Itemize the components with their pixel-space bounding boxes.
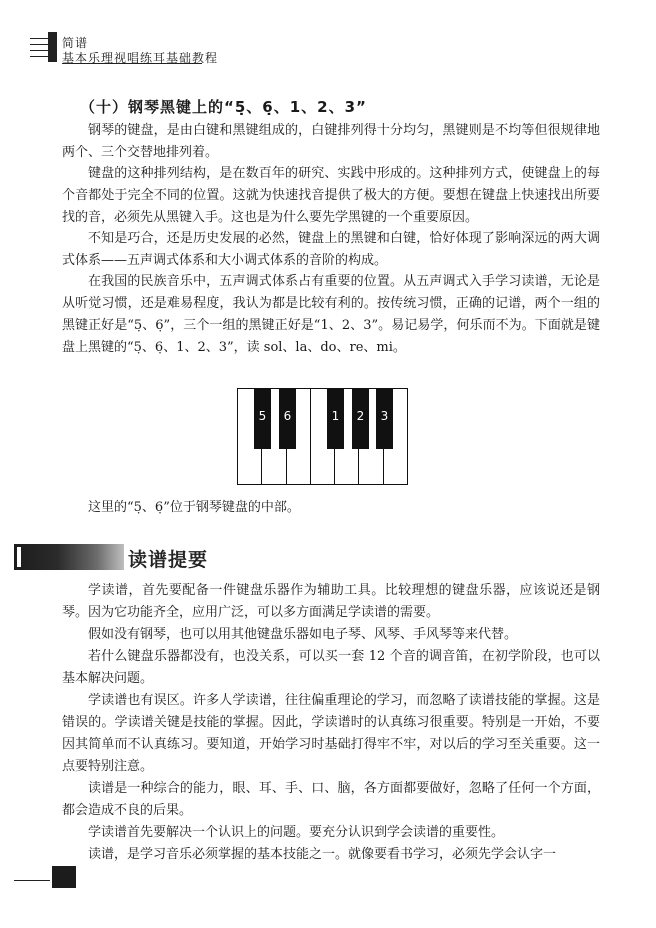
header-rule-3	[30, 50, 48, 51]
footer-rule	[14, 880, 50, 881]
paragraph-alternatives: 假如没有钢琴，也可以用其他键盘乐器如电子琴、风琴、手风琴等来代替。	[88, 627, 518, 642]
black-key-sol	[254, 389, 271, 449]
paragraph-pentatonic: 在我国的民族音乐中，五声调式体系占有重要的位置。从五声调式入手学习读谱，无论是从听觉习惯，还是难易程度，我认为都是比较有利的。按传统习惯，正确的记谱，两个一组的黑键正好是“5̣、6̣”，三个一组的黑键正好是“1、2、3”。易记易学，何乐而不为。下面就是键盘上黑键的“5̣、6̣、1、2、3”，读 sol、la、do、re、mi。	[62, 274, 600, 355]
header-book-series: 简谱	[62, 36, 89, 50]
piano-keyboard-diagram	[237, 388, 408, 485]
paragraph-pitch-pipe: 若什么键盘乐器都没有，也没关系，可以买一套 12 个音的调音笛，在初学阶段，也可以基本解决问题。	[62, 649, 600, 686]
black-key-label: 1	[331, 409, 340, 423]
header-rule-4	[30, 56, 48, 57]
paragraph-ability: 读谱是一种综合的能力，眼、耳、手、口、脑，各方面都要做好，忽略了任何一个方面，都会造成不良的后果。	[62, 781, 600, 818]
black-key-la	[279, 389, 296, 449]
section-banner	[14, 544, 594, 570]
piano-caption: 这里的“5̣、6̣”位于钢琴键盘的中部。	[88, 500, 300, 515]
black-key-label: 3	[380, 409, 389, 423]
black-key-label: 2	[356, 409, 365, 423]
header-rule-1	[30, 38, 48, 39]
black-key-mi	[376, 389, 393, 449]
black-key-re	[352, 389, 369, 449]
paragraph-misconception: 学读谱也有误区。许多人学读谱，往往偏重理论的学习，而忽略了读谱技能的掌握。这是错误的。学读谱关键是技能的掌握。因此，学读谱时的认真练习很重要。特别是一开始，不要因其简单而不认真练习。要知道，开始学习时基础打得牢不牢，对以后的学习至关重要。这一点要特别注意。	[62, 693, 600, 774]
header-rule-2	[30, 44, 48, 45]
header-mark	[48, 32, 57, 62]
section-title: （十）钢琴黑键上的“5̣、6̣、1、2、3”	[80, 98, 367, 116]
paragraph-awareness: 学读谱首先要解决一个认识上的问题。要充分认识到学会读谱的重要性。	[88, 825, 505, 840]
paragraph-arrangement: 键盘的这种排列结构，是在数百年的研究、实践中形成的。这种排列方式，使键盘上的每个音都处于完全不同的位置。这就为快速找音提供了极大的方便。要想在键盘上快速找出所要找的音，必须先从黑键入手。这也是为什么要先学黑键的一个重要原因。	[62, 166, 600, 225]
black-key-label: 5	[258, 409, 267, 423]
paragraph-basic-skill: 读谱，是学习音乐必须掌握的基本技能之一。就像要看书学习，必须先学会认字一	[88, 847, 557, 862]
paragraph-history: 不知是巧合，还是历史发展的必然，键盘上的黑键和白键，恰好体现了影响深远的两大调式体系——五声调式体系和大小调式体系的音阶的构成。	[62, 231, 600, 268]
paragraph-instrument: 学读谱，首先要配备一件键盘乐器作为辅助工具。比较理想的键盘乐器，应该说还是钢琴。因为它功能齐全，应用广泛，可以多方面满足学读谱的需要。	[62, 583, 600, 620]
banner-title: 读谱提要	[128, 549, 209, 571]
banner-stripe	[17, 547, 21, 567]
banner-bar	[14, 544, 124, 570]
paragraph-keyboard-layout: 钢琴的键盘，是由白键和黑键组成的，白键排列得十分均匀，黑键则是不均等但很规律地两个、三个交替地排列着。	[62, 123, 600, 160]
black-key-label: 6	[283, 409, 292, 423]
black-key-do	[327, 389, 344, 449]
footer-page-block	[52, 866, 76, 888]
header-book-title: 基本乐理视唱练耳基础教程	[62, 51, 219, 65]
